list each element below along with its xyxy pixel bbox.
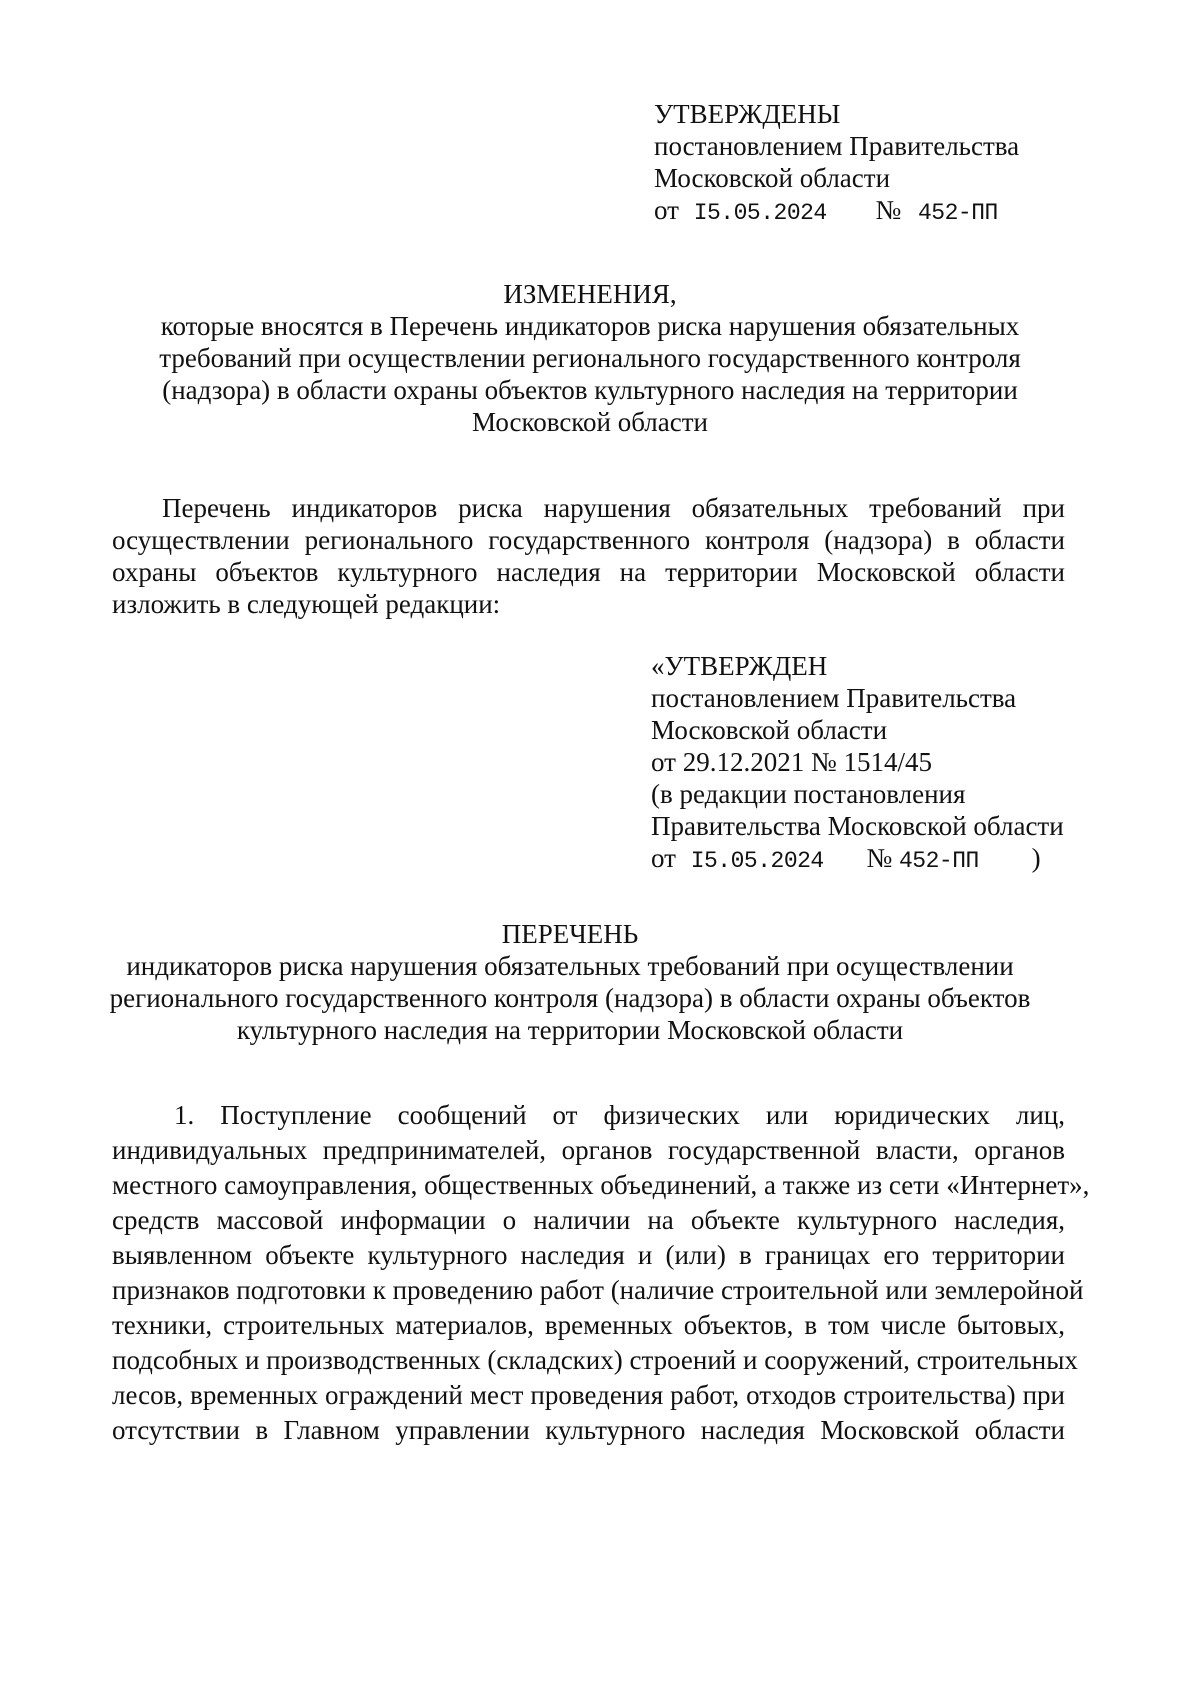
item-line: отсутствии в Главном управлении культурного наследия Московской области xyxy=(112,1415,1065,1445)
intro-line: Перечень индикаторов риска нарушения обязательных требований при xyxy=(162,493,1065,523)
intro-line: изложить в следующей редакции: xyxy=(112,589,501,619)
changes-subtitle-line: (надзора) в области охраны объектов культурного наследия на территории xyxy=(162,375,1018,405)
changes-subtitle-line: требований при осуществлении регионального государственного контроля xyxy=(159,343,1021,373)
item-line: лесов, временных ограждений мест проведения работ, отходов строительства) при xyxy=(112,1380,1065,1410)
approval-date-line xyxy=(651,842,1091,877)
changes-title: ИЗМЕНЕНИЯ, xyxy=(503,279,677,309)
list-subtitle-line: индикаторов риска нарушения обязательных требований при осуществлении xyxy=(126,951,1014,981)
approval-line: постановлением Правительства xyxy=(651,683,1017,713)
item-line: признаков подготовки к проведению работ (наличие строительной или землеройной xyxy=(112,1275,1084,1305)
list-subtitle-line: регионального государственного контроля (надзора) в области охраны объектов xyxy=(109,983,1031,1013)
item-line: индивидуальных предпринимателей, органов государственной власти, органов xyxy=(112,1135,1065,1165)
approval-line: Московской области xyxy=(654,163,891,193)
approval-line: постановлением Правительства xyxy=(654,131,1020,161)
item-line: подсобных и производственных (складских) строений и сооружений, строительных xyxy=(112,1345,1078,1375)
approval-line: (в редакции постановления xyxy=(651,779,966,809)
date-prefix: от xyxy=(651,843,676,873)
decree-date: I5.05.2024 xyxy=(693,200,827,226)
item-line: техники, строительных материалов, временных объектов, в том числе бытовых, xyxy=(112,1310,1065,1340)
approval-line: от 29.12.2021 № 1514/45 xyxy=(651,747,932,777)
approval-block-quoted xyxy=(651,650,1091,877)
item-line: 1. Поступление сообщений от физических или юридических лиц, xyxy=(174,1100,1065,1130)
list-subtitle-line: культурного наследия на территории Московской области xyxy=(236,1015,904,1045)
item-1-paragraph xyxy=(112,1098,1090,1448)
intro-line: осуществлении регионального государственного контроля (надзора) в области xyxy=(112,525,1065,555)
number-sign: № xyxy=(866,843,893,873)
approval-line: Правительства Московской области xyxy=(651,811,1064,841)
list-title: ПЕРЕЧЕНЬ xyxy=(501,919,639,949)
number-sign: № xyxy=(875,195,902,225)
changes-subtitle-line: которые вносятся в Перечень индикаторов риска нарушения обязательных xyxy=(160,311,1020,341)
changes-heading xyxy=(140,278,1040,438)
closing-bracket: ) xyxy=(1031,843,1041,873)
decree-date: I5.05.2024 xyxy=(690,848,824,874)
approval-line: Московской области xyxy=(651,715,888,745)
item-line: выявленном объекте культурного наследия и (или) в границах его территории xyxy=(112,1240,1065,1270)
approval-date-line xyxy=(654,194,1074,229)
approval-title: УТВЕРЖДЕНЫ xyxy=(654,99,841,129)
intro-paragraph xyxy=(112,492,1065,620)
approval-title: «УТВЕРЖДЕН xyxy=(651,651,828,681)
decree-number: 452-ПП xyxy=(899,848,979,874)
intro-line: охраны объектов культурного наследия на территории Московской области xyxy=(112,557,1065,587)
date-prefix: от xyxy=(654,195,679,225)
approval-block-top xyxy=(654,98,1074,229)
decree-number: 452-ПП xyxy=(918,200,998,226)
list-heading xyxy=(90,918,1050,1046)
item-line: местного самоуправления, общественных объединений, а также из сети «Интернет», xyxy=(112,1170,1090,1200)
item-line: средств массовой информации о наличии на объекте культурного наследия, xyxy=(112,1205,1065,1235)
changes-subtitle-line: Московской области xyxy=(471,407,708,437)
